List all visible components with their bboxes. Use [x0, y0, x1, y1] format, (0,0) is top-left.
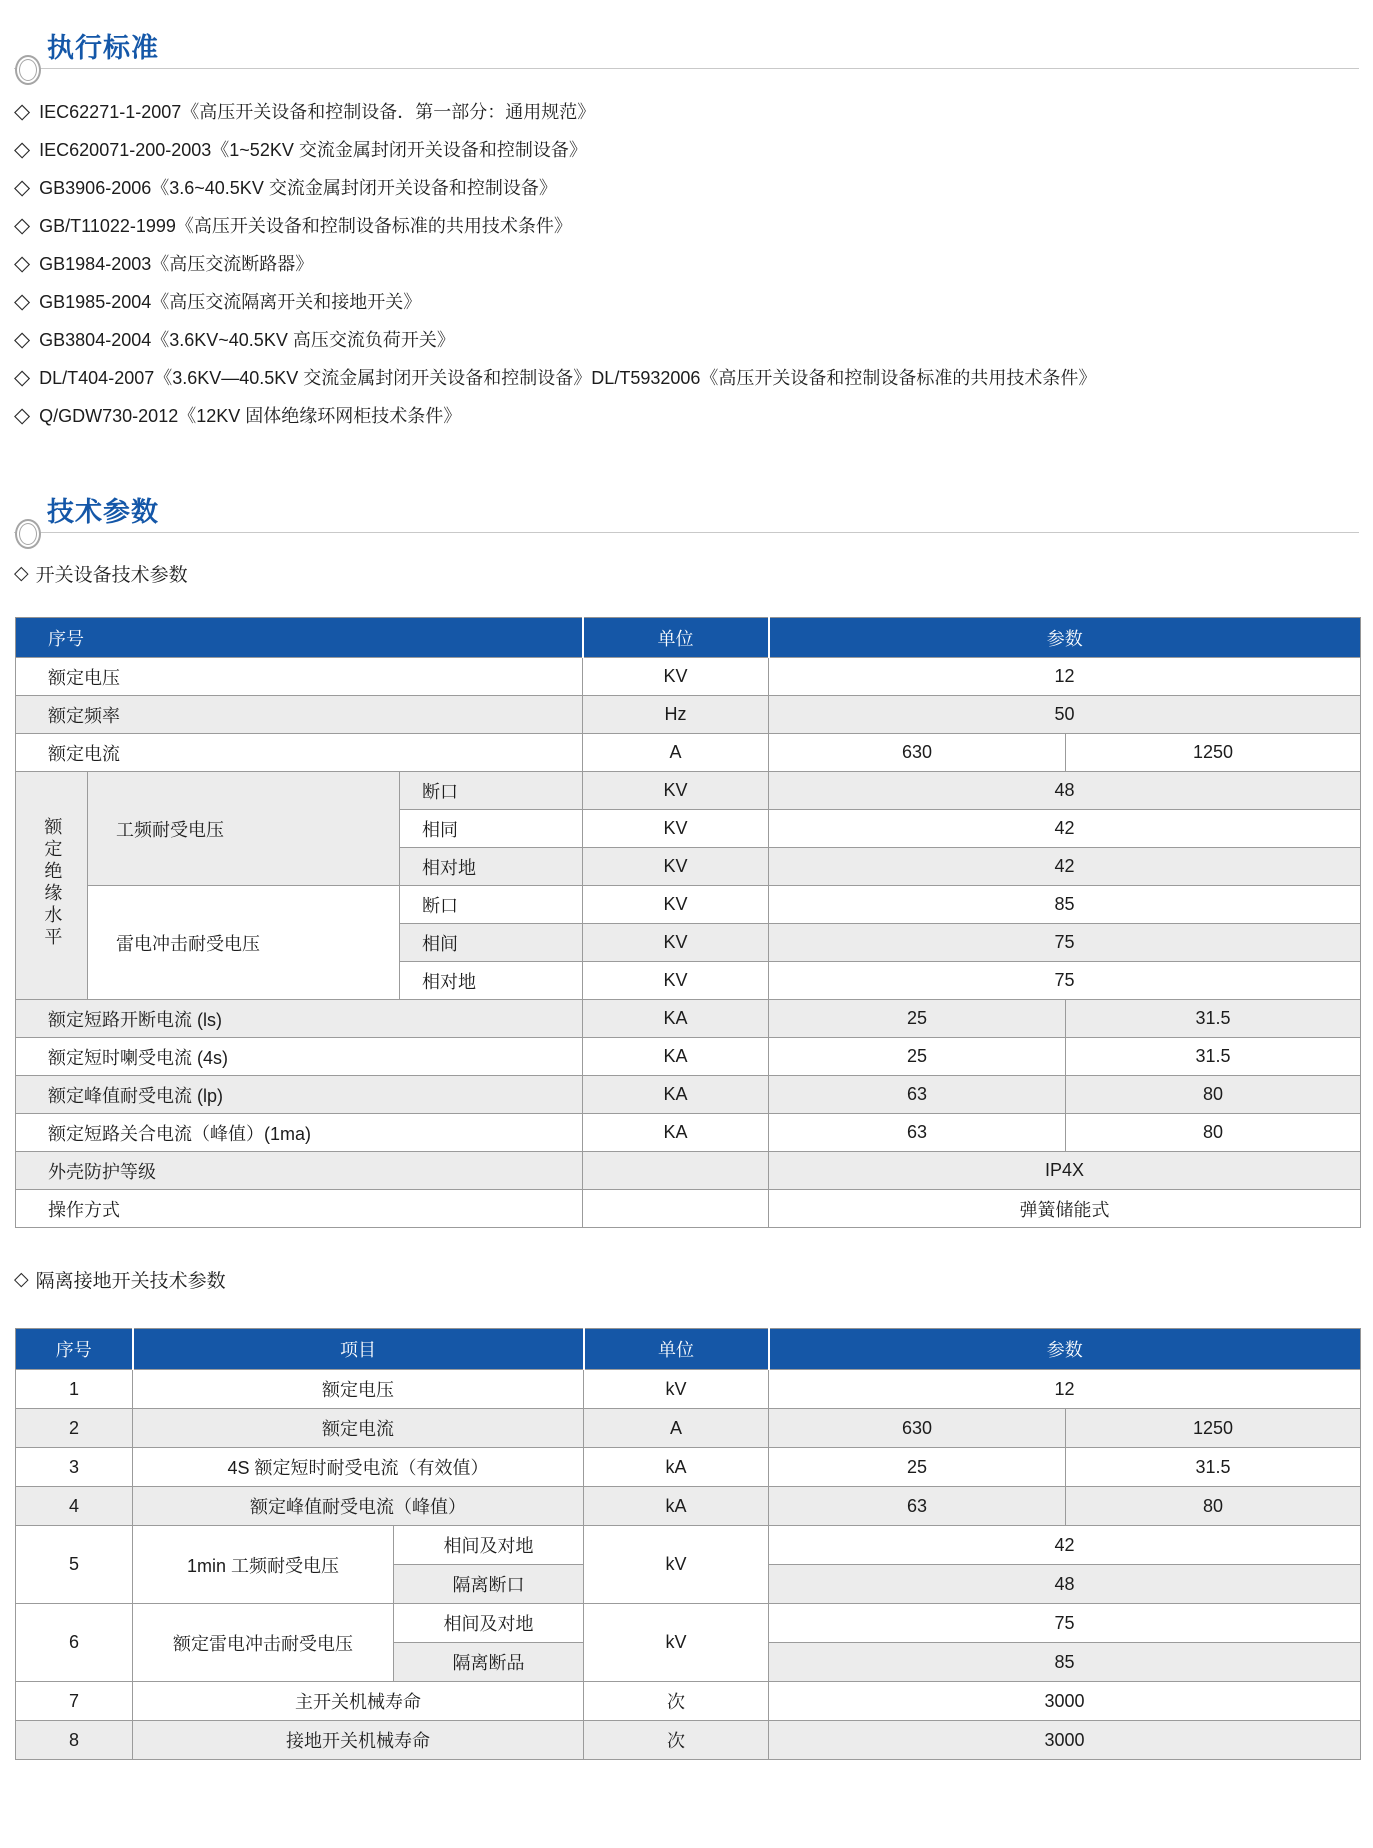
table-row — [16, 1076, 1361, 1114]
param-label-cell: 额定频率 — [16, 696, 583, 734]
value-cell: 630 — [769, 1409, 1066, 1448]
header-cell-item: 项目 — [133, 1329, 584, 1370]
unit-cell: A — [583, 734, 769, 772]
diamond-bullet-icon: ◇ — [14, 137, 31, 161]
unit-cell: A — [584, 1409, 769, 1448]
item-cell: 额定雷电冲击耐受电压 — [133, 1604, 394, 1682]
vertical-label: 额定绝缘水平 — [42, 817, 63, 949]
param-label-cell: 外壳防护等级 — [16, 1152, 583, 1190]
sub-label-cell: 断口 — [400, 772, 583, 810]
diamond-bullet-icon: ◇ — [14, 175, 31, 199]
value-cell: 12 — [769, 1370, 1361, 1409]
sub-label-cell: 相对地 — [400, 848, 583, 886]
unit-cell: 次 — [584, 1721, 769, 1760]
value-cell: 1250 — [1066, 1409, 1361, 1448]
value-cell: 85 — [769, 1643, 1361, 1682]
unit-cell: kA — [584, 1487, 769, 1526]
sub-label-cell: 相间 — [400, 924, 583, 962]
sub-label-cell: 相间及对地 — [394, 1526, 584, 1565]
sub-label-cell: 隔离断口 — [394, 1565, 584, 1604]
standard-text: GB/T11022-1999《高压开关设备和控制设备标准的共用技术条件》 — [39, 216, 572, 236]
unit-cell: kA — [584, 1448, 769, 1487]
unit-cell: KV — [583, 924, 769, 962]
table-row — [16, 734, 1361, 772]
unit-cell: KV — [583, 962, 769, 1000]
value-cell: 31.5 — [1066, 1000, 1361, 1038]
standards-section-title: 执行标准 — [47, 33, 159, 63]
table-row — [16, 1487, 1361, 1526]
param-label-cell: 额定峰值耐受电流 (lp) — [16, 1076, 583, 1114]
sub-label-cell: 隔离断品 — [394, 1643, 584, 1682]
diamond-bullet-icon: ◇ — [14, 403, 31, 427]
sub-label-cell: 相间及对地 — [394, 1604, 584, 1643]
table-row — [16, 1114, 1361, 1152]
param-label-cell: 操作方式 — [16, 1190, 583, 1228]
subgroup-label-cell: 工频耐受电压 — [88, 772, 400, 886]
standard-text: DL/T404-2007《3.6KV—40.5KV 交流金属封闭开关设备和控制设备》DL/T5932006《高压开关设备和控制设备标准的共用技术条件》 — [39, 368, 1097, 388]
header-cell-unit: 单位 — [583, 618, 769, 658]
list-item — [14, 282, 1363, 320]
standards-list — [14, 92, 1363, 434]
value-cell: 42 — [769, 848, 1361, 886]
row-number-cell: 6 — [16, 1604, 133, 1682]
unit-cell-empty — [583, 1190, 769, 1228]
unit-cell: KV — [583, 886, 769, 924]
unit-cell: kV — [584, 1604, 769, 1682]
table-row — [16, 658, 1361, 696]
row-number-cell: 3 — [16, 1448, 133, 1487]
value-cell: 42 — [769, 1526, 1361, 1565]
item-cell: 主开关机械寿命 — [133, 1682, 584, 1721]
table-row — [16, 1152, 1361, 1190]
group-label-cell — [16, 772, 88, 1000]
item-cell: 额定峰值耐受电流（峰值） — [133, 1487, 584, 1526]
header-cell-seq: 序号 — [16, 1329, 133, 1370]
param-label-cell: 额定电压 — [16, 658, 583, 696]
value-cell: 75 — [769, 1604, 1361, 1643]
value-cell: 50 — [769, 696, 1361, 734]
row-number-cell: 8 — [16, 1721, 133, 1760]
list-item — [14, 92, 1363, 130]
header-cell-param: 参数 — [769, 1329, 1361, 1370]
table-row — [16, 1038, 1361, 1076]
sub-label-cell: 相同 — [400, 810, 583, 848]
diamond-bullet-icon: ◇ — [14, 365, 31, 389]
unit-cell: KV — [583, 772, 769, 810]
table-row — [16, 696, 1361, 734]
diamond-bullet-icon: ◇ — [14, 251, 31, 275]
row-number-cell: 7 — [16, 1682, 133, 1721]
unit-cell: KA — [583, 1000, 769, 1038]
section-divider — [14, 532, 1359, 533]
list-item — [14, 320, 1363, 358]
param-label-cell: 额定短路开断电流 (ls) — [16, 1000, 583, 1038]
table-row — [16, 1604, 1361, 1643]
item-cell: 接地开关机械寿命 — [133, 1721, 584, 1760]
table-row — [16, 772, 1361, 810]
standard-text: GB3906-2006《3.6~40.5KV 交流金属封闭开关设备和控制设备》 — [39, 178, 557, 198]
header-cell-param: 参数 — [769, 618, 1361, 658]
table-row — [16, 1000, 1361, 1038]
value-cell: 630 — [769, 734, 1066, 772]
item-cell: 额定电流 — [133, 1409, 584, 1448]
value-cell: 80 — [1066, 1076, 1361, 1114]
diamond-bullet-icon: ◇ — [14, 563, 29, 584]
ring-icon — [15, 519, 41, 549]
item-cell: 额定电压 — [133, 1370, 584, 1409]
diamond-bullet-icon: ◇ — [14, 327, 31, 351]
value-cell: 25 — [769, 1000, 1066, 1038]
unit-cell-empty — [583, 1152, 769, 1190]
value-cell: 48 — [769, 772, 1361, 810]
standard-text: Q/GDW730-2012《12KV 固体绝缘环网柜技术条件》 — [39, 406, 462, 426]
header-cell-seq: 序号 — [16, 618, 583, 658]
unit-cell: kV — [584, 1526, 769, 1604]
list-item — [14, 206, 1363, 244]
value-cell: 75 — [769, 962, 1361, 1000]
unit-cell: 次 — [584, 1682, 769, 1721]
value-cell: 31.5 — [1066, 1448, 1361, 1487]
table-row — [16, 886, 1361, 924]
caption-text: 隔离接地开关技术参数 — [35, 1271, 226, 1292]
standard-text: IEC620071-200-2003《1~52KV 交流金属封闭开关设备和控制设备》 — [39, 140, 587, 160]
param-label-cell: 额定短时喇受电流 (4s) — [16, 1038, 583, 1076]
value-cell: 80 — [1066, 1487, 1361, 1526]
list-item — [14, 358, 1363, 396]
subgroup-label-cell: 雷电冲击耐受电压 — [88, 886, 400, 1000]
list-item — [14, 244, 1363, 282]
unit-cell: Hz — [583, 696, 769, 734]
value-cell: 3000 — [769, 1682, 1361, 1721]
table-header-row — [16, 618, 1361, 658]
value-cell: 63 — [769, 1487, 1066, 1526]
value-cell: 85 — [769, 886, 1361, 924]
param-label-cell: 额定短路关合电流（峰值）(1ma) — [16, 1114, 583, 1152]
table2-caption — [14, 1266, 226, 1293]
list-item — [14, 130, 1363, 168]
value-cell: 25 — [769, 1038, 1066, 1076]
diamond-bullet-icon: ◇ — [14, 289, 31, 313]
table-row — [16, 1682, 1361, 1721]
sub-label-cell: 相对地 — [400, 962, 583, 1000]
header-cell-unit: 单位 — [584, 1329, 769, 1370]
value-cell: 48 — [769, 1565, 1361, 1604]
earthing-switch-params-table — [15, 1328, 1361, 1760]
table1-caption — [14, 560, 188, 587]
list-item — [14, 168, 1363, 206]
unit-cell: KA — [583, 1114, 769, 1152]
value-cell: 1250 — [1066, 734, 1361, 772]
value-cell: 25 — [769, 1448, 1066, 1487]
switchgear-params-table — [15, 617, 1361, 1228]
table-row — [16, 1721, 1361, 1760]
ring-icon — [15, 55, 41, 85]
standard-text: GB3804-2004《3.6KV~40.5KV 高压交流负荷开关》 — [39, 330, 455, 350]
value-cell: 42 — [769, 810, 1361, 848]
table-row — [16, 1409, 1361, 1448]
unit-cell: kV — [584, 1370, 769, 1409]
table-row — [16, 1526, 1361, 1565]
standard-text: GB1984-2003《高压交流断路器》 — [39, 254, 314, 274]
sub-label-cell: 断口 — [400, 886, 583, 924]
unit-cell: KV — [583, 848, 769, 886]
table-row — [16, 1370, 1361, 1409]
unit-cell: KV — [583, 810, 769, 848]
section-divider — [14, 68, 1359, 69]
item-cell: 1min 工频耐受电压 — [133, 1526, 394, 1604]
row-number-cell: 1 — [16, 1370, 133, 1409]
table-row — [16, 1190, 1361, 1228]
unit-cell: KA — [583, 1076, 769, 1114]
earthing-switch-params-table-wrap — [15, 1328, 1360, 1760]
diamond-bullet-icon: ◇ — [14, 1269, 29, 1290]
value-cell: 80 — [1066, 1114, 1361, 1152]
row-number-cell: 5 — [16, 1526, 133, 1604]
switchgear-params-table-wrap — [15, 617, 1360, 1228]
tech-params-section-title: 技术参数 — [47, 497, 159, 527]
value-cell: 弹簧储能式 — [769, 1190, 1361, 1228]
value-cell: 31.5 — [1066, 1038, 1361, 1076]
row-number-cell: 2 — [16, 1409, 133, 1448]
diamond-bullet-icon: ◇ — [14, 99, 31, 123]
item-cell: 4S 额定短时耐受电流（有效值） — [133, 1448, 584, 1487]
caption-text: 开关设备技术参数 — [35, 565, 188, 586]
table-row — [16, 1448, 1361, 1487]
table-header-row — [16, 1329, 1361, 1370]
param-label-cell: 额定电流 — [16, 734, 583, 772]
unit-cell: KA — [583, 1038, 769, 1076]
row-number-cell: 4 — [16, 1487, 133, 1526]
standard-text: IEC62271-1-2007《高压开关设备和控制设备．第一部分：通用规范》 — [39, 102, 596, 122]
unit-cell: KV — [583, 658, 769, 696]
value-cell: 12 — [769, 658, 1361, 696]
value-cell: 3000 — [769, 1721, 1361, 1760]
list-item — [14, 396, 1363, 434]
diamond-bullet-icon: ◇ — [14, 213, 31, 237]
value-cell: 63 — [769, 1114, 1066, 1152]
standard-text: GB1985-2004《高压交流隔离开关和接地开关》 — [39, 292, 422, 312]
value-cell: 63 — [769, 1076, 1066, 1114]
value-cell: IP4X — [769, 1152, 1361, 1190]
value-cell: 75 — [769, 924, 1361, 962]
